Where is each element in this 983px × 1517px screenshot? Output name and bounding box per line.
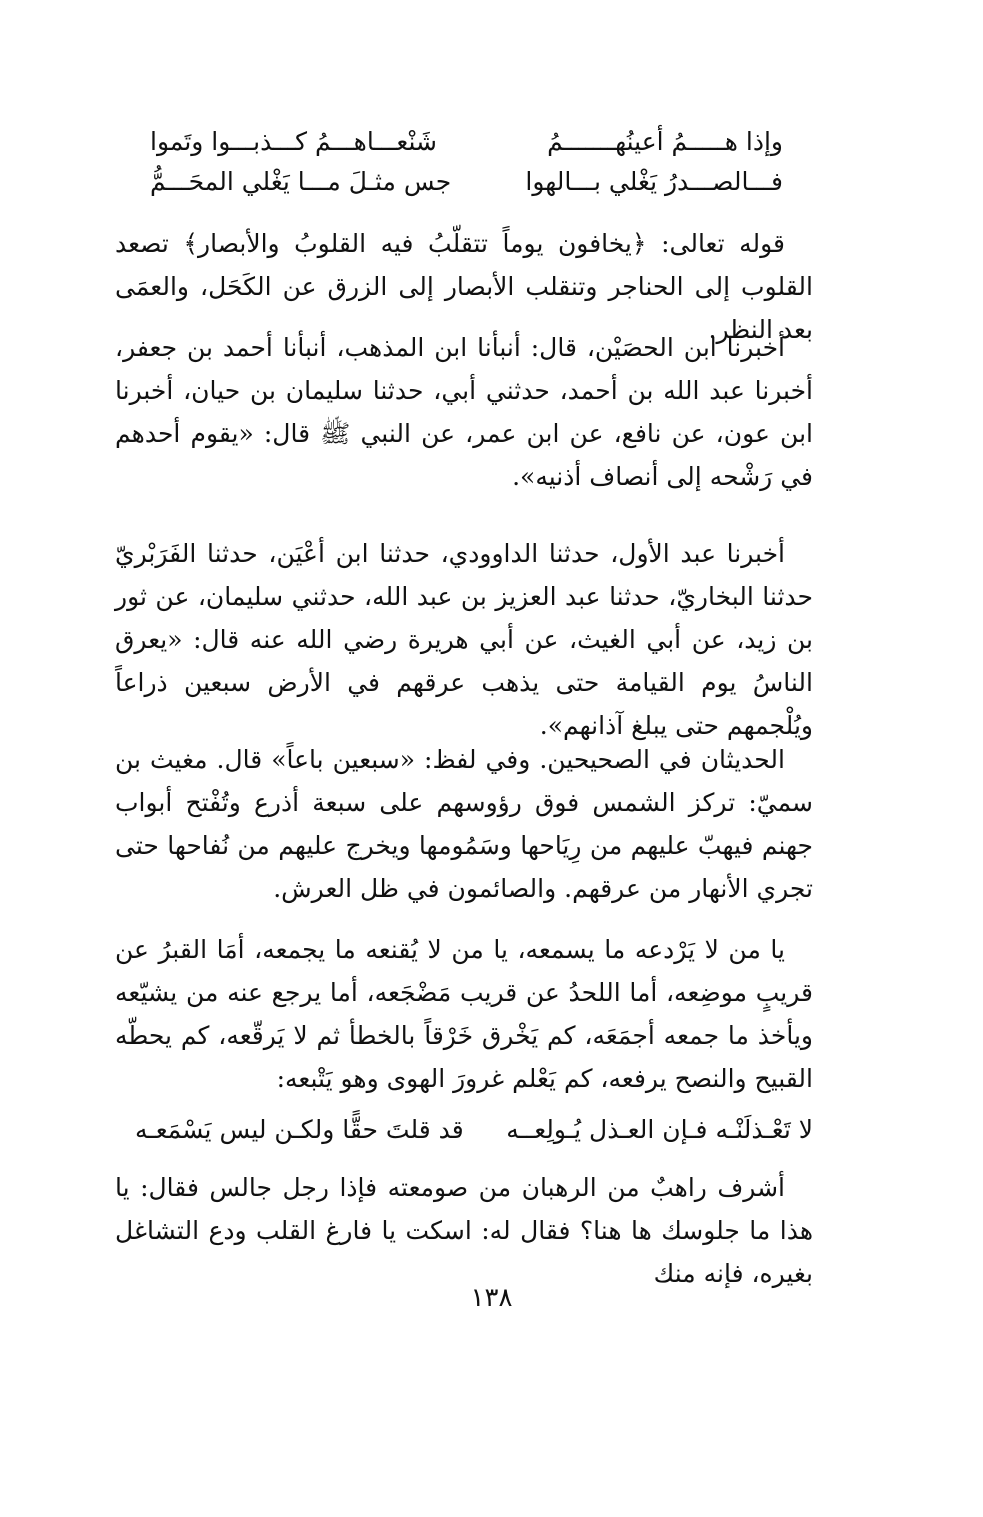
paragraph-monk [115, 1166, 813, 1295]
verse-line [135, 1110, 813, 1150]
closing-verse [135, 1110, 813, 1150]
verse-hemistich: جس مثـلَ مـــا يَغْلي المحَـــمُّ [150, 167, 452, 196]
paragraph-commentary [115, 738, 813, 910]
verse-hemistich: قد قلتَ حقًّا ولكـن ليس يَسْمَعـه [135, 1115, 464, 1144]
paragraph: يا من لا يَرْدعه ما يسمعه، يا من لا يُقنعه ما يجمعه، أمَا القبرُ عن قريبٍ موضِعه، أما اللحدُ عن قريب مَضْجَعه، أما يرجع عنه من يشيّعه ويأخذ ما جمعه أجمَعَه، كم يَخْرق خَرْقاً بالخطأ ثم لا يَرقّعه، كم يحطّه القبيح والنصح يرفعه، كم يَعْلم غرورَ الهوى وهو يَتْبعه: [115, 935, 813, 1093]
verse-hemistich: وإذا هـــــمُ أعينُهـــــــمُ [547, 127, 783, 156]
paragraph-hadith-1 [115, 326, 813, 498]
verse-line [150, 162, 783, 202]
paragraph: أشرف راهبٌ من الرهبان من صومعته فإذا رجل جالس فقال: يا هذا ما جلوسك ها هنا؟ فقال له: اسكت يا فارغ القلب ودع التشاغل بغيره، فإنه منك [115, 1173, 813, 1288]
opening-verse [150, 122, 783, 202]
verse-line [150, 122, 783, 162]
paragraph-exhortation [115, 928, 813, 1100]
verse-hemistich: شَنْعـــاهـــمُ كـــذبـــوا وتَموا [150, 127, 437, 156]
paragraph: الحديثان في الصحيحين. وفي لفظ: «سبعين باعاً» قال. مغيث بن سميّ: تركز الشمس فوق رؤوسهم على سبعة أذرع وتُفْتح أبواب جهنم فيهبّ عليهم من رِيَاحها وسَمُومها ويخرج عليهم من نُفاحها حتى تجري الأنهار من عرقهم. والصائمون في ظل العرش. [115, 745, 813, 903]
paragraph: أخبرنا عبد الأول، حدثنا الداوودي، حدثنا ابن أعْيَن، حدثنا الفَرَبْريّ حدثنا البخاريّ، حدثنا عبد العزيز بن عبد الله، حدثني سليمان، عن ثور بن زيد، عن أبي الغيث، عن أبي هريرة رضي الله عنه قال: «يعرق الناسُ يوم القيامة حتى يذهب عرقهم في الأرض سبعين ذراعاً ويُلْجمهم حتى يبلغ آذانهم». [115, 539, 813, 740]
paragraph-hadith-2 [115, 532, 813, 747]
paragraph: أخبرنا ابن الحصَيْن، قال: أنبأنا ابن المذهب، أنبأنا أحمد بن جعفر، أخبرنا عبد الله بن أحمد، حدثني أبي، حدثنا سليمان بن حيان، أخبرنا ابن عون، عن نافع، عن ابن عمر، عن النبي ﷺ قال: «يقوم أحدهم في رَشْحه إلى أنصاف أذنيه». [115, 333, 813, 491]
verse-hemistich: لا تَعْـذلَنْـه فـإن العـذل يُـولِعــه [506, 1115, 813, 1144]
paragraph: قوله تعالى: ﴿يخافون يوماً تتقلّبُ فيه القلوبُ والأبصار﴾ تصعد القلوب إلى الحناجر وتنقلب الأبصار إلى الزرق عن الكَحَل، والعمَى بعد النظر. [115, 229, 813, 344]
verse-hemistich: فـــالصـــدرُ يَغْلي بـــالهوا [525, 167, 783, 196]
page-number: ١٣٨ [470, 1283, 513, 1313]
